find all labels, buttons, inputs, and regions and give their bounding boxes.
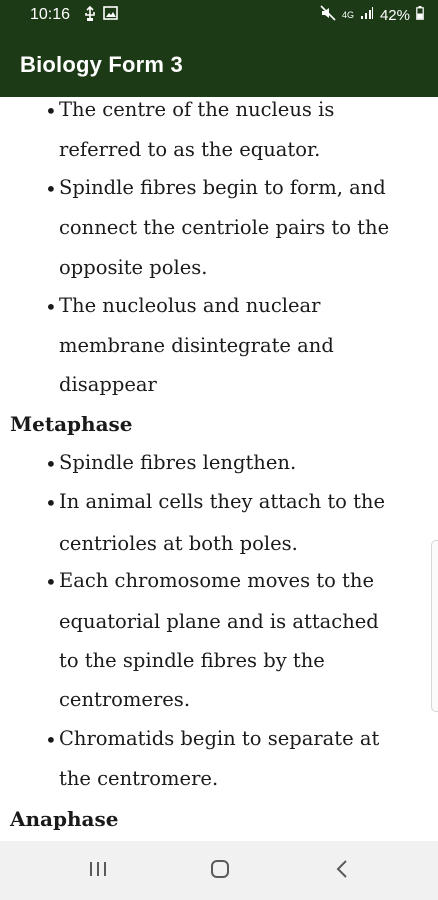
list-item-line: opposite poles. <box>59 256 208 279</box>
lesson-content[interactable] <box>0 97 438 841</box>
scroll-handle[interactable] <box>431 540 438 712</box>
image-icon <box>103 6 118 27</box>
bullet-icon: • <box>45 452 57 476</box>
list-item-line: membrane disintegrate and <box>59 334 334 357</box>
list-item-line: centromeres. <box>59 688 191 711</box>
bullet-icon: • <box>45 177 57 201</box>
list-item-line: equatorial plane and is attached <box>59 610 379 633</box>
recent-apps-button[interactable] <box>83 859 113 883</box>
list-item-line: disappear <box>59 373 157 396</box>
list-item-line: to the spindle fibres by the <box>59 649 325 672</box>
list-item-line: connect the centriole pairs to the <box>59 216 390 239</box>
back-button[interactable] <box>327 859 357 883</box>
signal-icon <box>360 6 374 24</box>
bullet-icon: • <box>45 99 57 123</box>
list-item-line: the centromere. <box>59 767 219 790</box>
list-item-line: Spindle fibres lengthen. <box>59 451 297 474</box>
list-item-line: In animal cells they attach to the <box>59 490 386 513</box>
bullet-icon: • <box>45 295 57 319</box>
home-button[interactable] <box>205 859 235 883</box>
status-time: 10:16 <box>30 6 71 23</box>
section-heading-metaphase: Metaphase <box>10 412 133 436</box>
recent-apps-icon <box>88 860 108 883</box>
bullet-icon: • <box>45 728 57 752</box>
usb-icon <box>83 6 97 27</box>
status-bar <box>0 0 438 33</box>
network-type: 4G <box>341 10 354 20</box>
section-heading-anaphase: Anaphase <box>10 807 119 831</box>
list-item-line: The nucleolus and nuclear <box>59 294 321 317</box>
bullet-icon: • <box>45 570 57 594</box>
app-bar <box>0 33 438 97</box>
list-item-line: centrioles at both poles. <box>59 532 298 555</box>
list-item-line: Each chromosome moves to the <box>59 569 374 592</box>
bullet-icon: • <box>45 491 57 515</box>
battery-percent: 42% <box>379 6 410 24</box>
home-icon <box>209 858 231 885</box>
mute-icon <box>320 5 336 25</box>
app-title: Biology Form 3 <box>20 52 183 77</box>
navigation-bar <box>0 841 438 900</box>
list-item-line: referred to as the equator. <box>59 138 321 161</box>
list-item-line: Spindle fibres begin to form, and <box>59 176 386 199</box>
back-icon <box>335 859 349 884</box>
list-item-line: The centre of the nucleus is <box>59 98 335 121</box>
battery-icon <box>416 6 424 24</box>
list-item-line: Chromatids begin to separate at <box>59 727 380 750</box>
